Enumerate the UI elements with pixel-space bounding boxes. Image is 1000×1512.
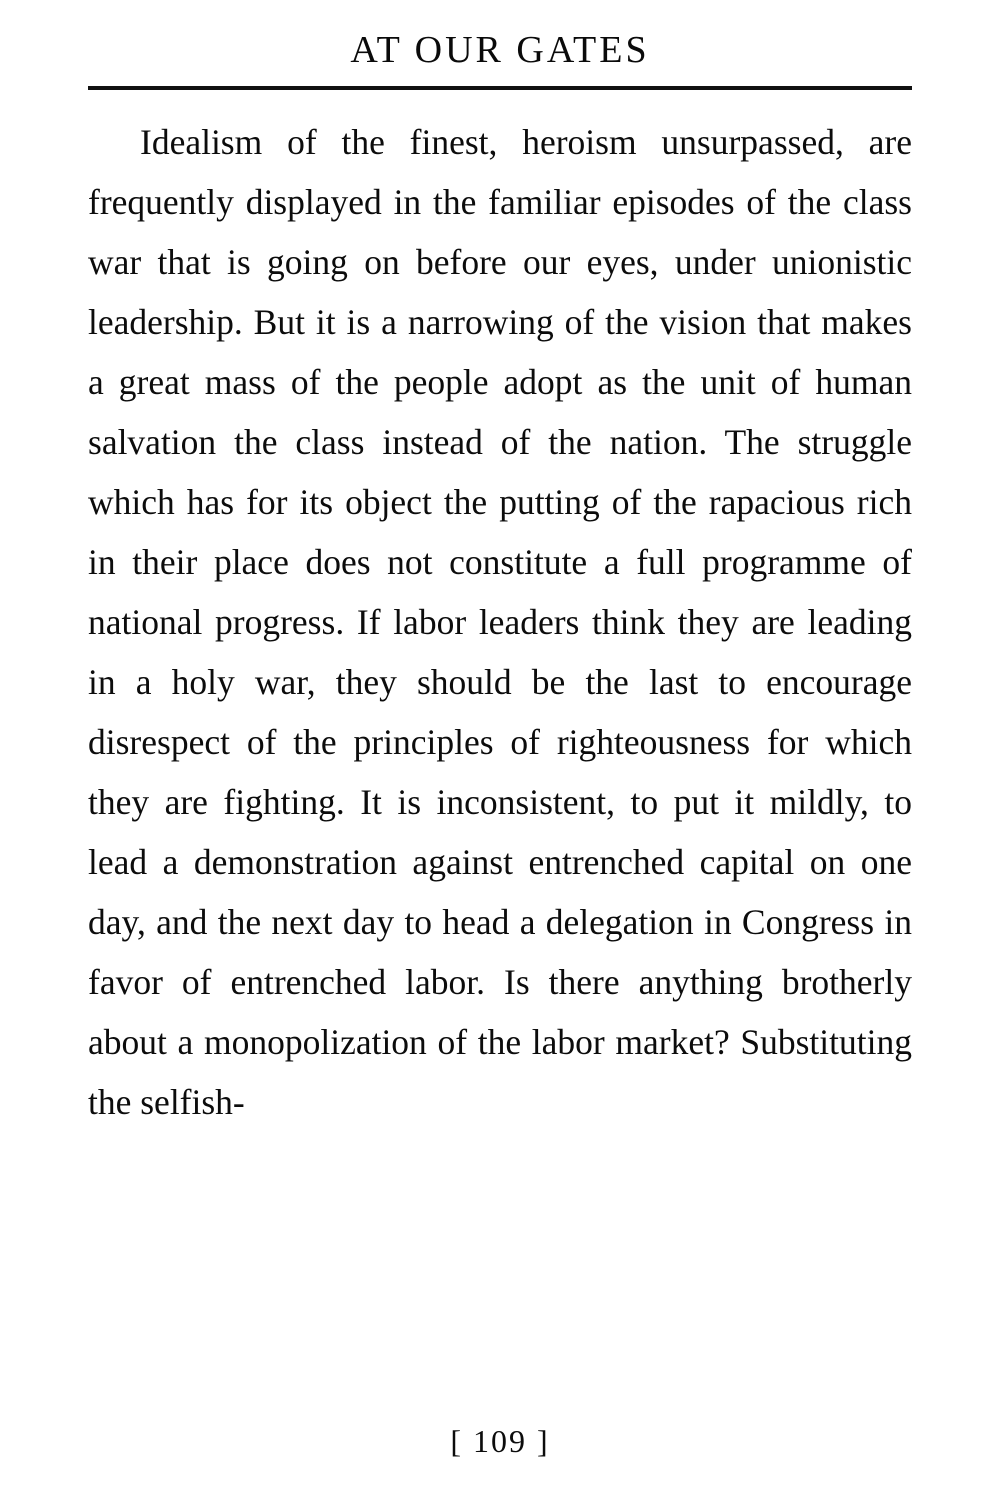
page-number: [ 109 ]	[450, 1423, 550, 1459]
running-head: AT OUR GATES	[350, 29, 650, 71]
book-page	[0, 28, 1000, 1512]
paragraph: Idealism of the finest, heroism unsurpassed, are frequently displayed in the familiar episodes of the class war that is going on before our eyes, under unionistic leadership. But it is a narrowing of the vision that makes a great mass of the people adopt as the unit of human salvation the class instead of the nation. The struggle which has for its object the putting of the rapacious rich in their place does not constitute a full programme of national progress. If labor leaders think they are leading in a holy war, they should be the last to encourage disrespect of the principles of righteousness for which they are fighting. It is inconsistent, to put it mildly, to lead a demonstration against entrenched capital on one day, and the next day to head a delegation in Congress in favor of entrenched labor. Is there anything brotherly about a monopolization of the labor market? Substituting the selfish-	[88, 122, 912, 1122]
body-text-block	[88, 112, 912, 1132]
header-rule	[88, 86, 912, 90]
